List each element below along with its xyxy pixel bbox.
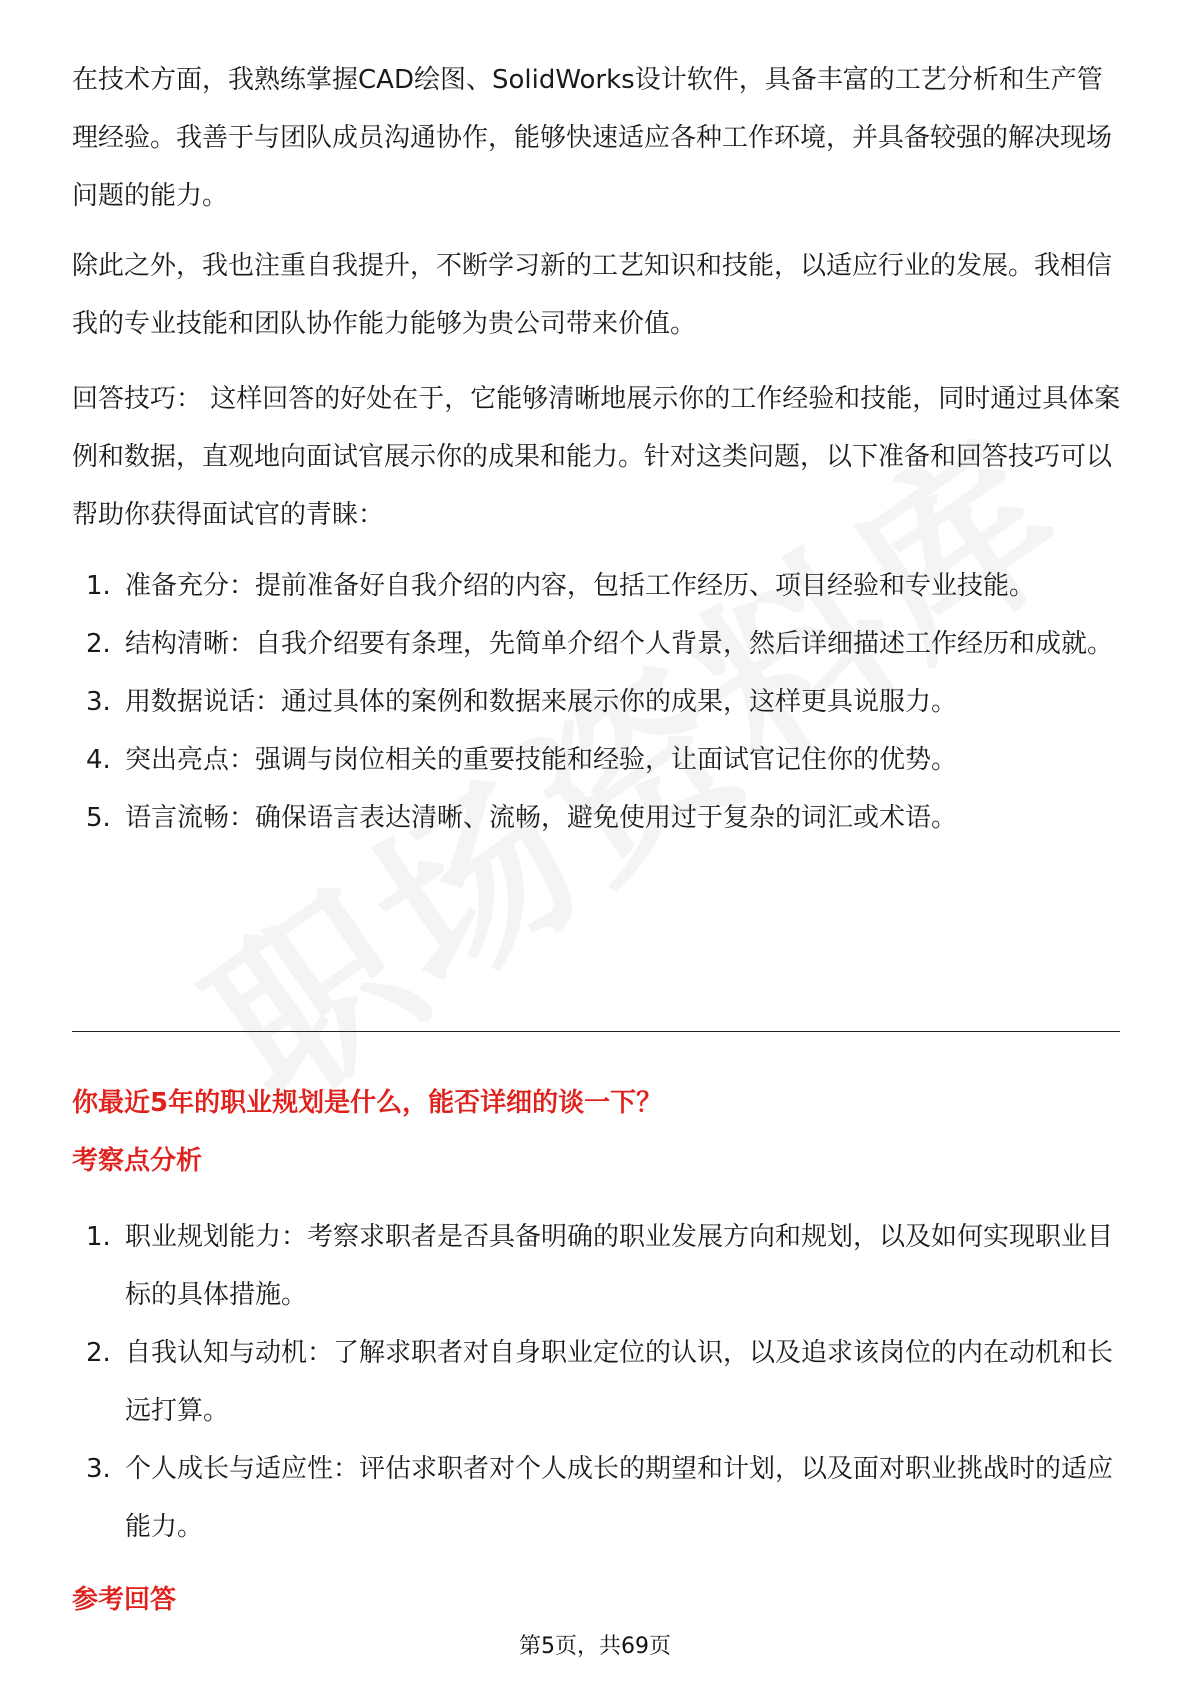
list-item-number: 2. — [86, 629, 111, 659]
list-item — [72, 557, 1122, 615]
list-item-text: 自我认知与动机：了解求职者对自身职业定位的认识，以及追求该岗位的内在动机和长远打算。 — [125, 1338, 1114, 1426]
list-item-number: 3. — [86, 1454, 111, 1484]
question-heading: 你最近5年的职业规划是什么，能否详细的谈一下？ — [72, 1088, 663, 1118]
list-item — [72, 615, 1122, 673]
list-item — [72, 1208, 1122, 1324]
page-number-footer: 第5页，共69页 — [519, 1634, 671, 1659]
tips-list — [72, 557, 1122, 847]
list-item — [72, 789, 1122, 847]
list-item-number: 4. — [86, 745, 111, 775]
paragraph-self-improvement: 除此之外，我也注重自我提升，不断学习新的工艺知识和技能，以适应行业的发展。我相信我的专业技能和团队协作能力能够为贵公司带来价值。 — [72, 251, 1113, 339]
paragraph-answer-tips: 回答技巧： 这样回答的好处在于，它能够清晰地展示你的工作经验和技能，同时通过具体案例和数据，直观地向面试官展示你的成果和能力。针对这类问题，以下准备和回答技巧可以帮助你获得面试官的青睐： — [72, 384, 1121, 530]
list-item — [72, 1324, 1122, 1440]
list-item-text: 用数据说话：通过具体的案例和数据来展示你的成果，这样更具说服力。 — [125, 687, 958, 717]
list-item — [72, 731, 1122, 789]
analysis-heading: 考察点分析 — [72, 1146, 203, 1176]
list-item — [72, 673, 1122, 731]
section-divider — [72, 1031, 1120, 1032]
list-item-number: 5. — [86, 803, 111, 833]
analysis-list — [72, 1208, 1122, 1556]
list-item-text: 结构清晰：自我介绍要有条理，先简单介绍个人背景，然后详细描述工作经历和成就。 — [125, 629, 1114, 659]
list-item — [72, 1440, 1122, 1556]
list-item-text: 突出亮点：强调与岗位相关的重要技能和经验，让面试官记住你的优势。 — [125, 745, 958, 775]
list-item-number: 1. — [86, 1222, 111, 1252]
list-item-text: 职业规划能力：考察求职者是否具备明确的职业发展方向和规划，以及如何实现职业目标的具体措施。 — [125, 1222, 1114, 1310]
paragraph-technical-skills: 在技术方面，我熟练掌握CAD绘图、SolidWorks设计软件，具备丰富的工艺分析和生产管理经验。我善于与团队成员沟通协作，能够快速适应各种工作环境，并具备较强的解决现场问题的能力。 — [72, 65, 1113, 211]
list-item-number: 2. — [86, 1338, 111, 1368]
list-item-text: 个人成长与适应性：评估求职者对个人成长的期望和计划，以及面对职业挑战时的适应能力。 — [125, 1454, 1114, 1542]
reference-answer-heading: 参考回答 — [72, 1585, 177, 1615]
list-item-text: 准备充分：提前准备好自我介绍的内容，包括工作经历、项目经验和专业技能。 — [125, 571, 1036, 601]
list-item-number: 3. — [86, 687, 111, 717]
list-item-text: 语言流畅：确保语言表达清晰、流畅，避免使用过于复杂的词汇或术语。 — [125, 803, 958, 833]
list-item-number: 1. — [86, 571, 111, 601]
